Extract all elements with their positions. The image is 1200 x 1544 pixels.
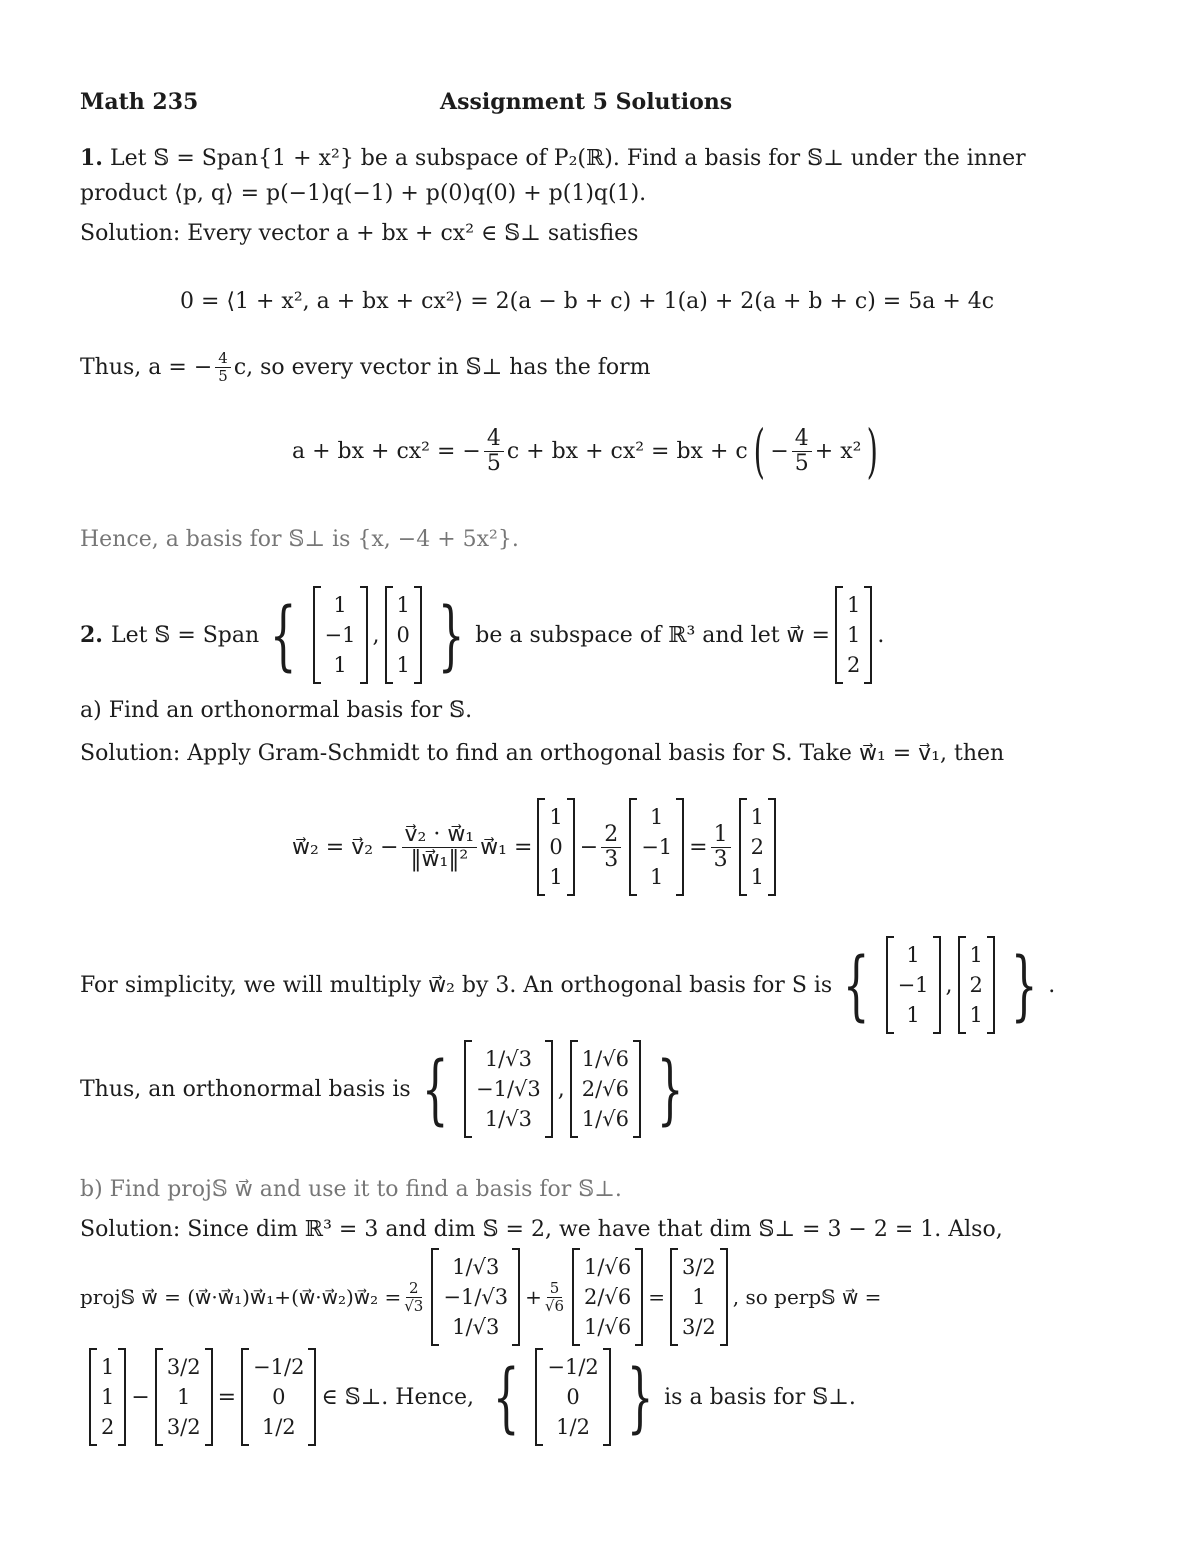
page-title: Assignment 5 Solutions: [440, 89, 733, 115]
matrix-entry: 1: [750, 805, 764, 829]
eq2-part-d: + x²: [814, 438, 862, 464]
q2-solution-a: Solution: Apply Gram-Schmidt to find an orthogonal basis for S. Take w⃗₁ = v⃗₁, then: [80, 741, 1005, 766]
matrix-entry: 1: [650, 805, 664, 829]
matrix-entry: 1/√6: [584, 1255, 632, 1279]
matrix-entry: 1: [549, 865, 563, 889]
matrix-entry: 1: [650, 865, 664, 889]
right-brace: }: [656, 1044, 684, 1133]
q1-number: 1.: [80, 145, 103, 171]
right-brace: }: [626, 1352, 654, 1441]
matrix-entry: 1/√6: [581, 1047, 629, 1071]
fraction-numerator: 4: [792, 427, 812, 452]
gs-matrix-3: [739, 800, 776, 894]
matrix-entry: 2: [969, 973, 983, 997]
matrix-entry: 1/√3: [484, 1047, 532, 1071]
matrix-entry: 2: [750, 835, 764, 859]
eq2-fraction: [484, 427, 504, 476]
matrix-entry: 3/2: [681, 1315, 716, 1339]
proj-vector-2: [572, 1250, 643, 1344]
gs-coef-3: [711, 823, 731, 872]
gs-matrix-2: [629, 800, 684, 894]
fraction-numerator: 1: [711, 823, 731, 848]
fraction-denominator: 3: [604, 846, 619, 872]
matrix-entry: 1/√3: [484, 1107, 532, 1131]
orthogonal-basis-line: For simplicity, we will multiply w⃗₂ by 3. An orthogonal basis for S is { 1 −1 1 , 1 2 1 } .: [80, 938, 1055, 1032]
perp-vector-w: [89, 1350, 126, 1444]
matrix-entry: 1: [177, 1385, 191, 1409]
eq2-part-b: c + bx + cx² = bx + c: [506, 438, 748, 464]
fraction-denominator: 5: [486, 450, 501, 476]
projection-line: [80, 1250, 881, 1344]
fraction-denominator: 3: [713, 846, 728, 872]
matrix-entry: 1: [969, 943, 983, 967]
matrix-entry: 3/2: [166, 1355, 201, 1379]
matrix-entry: −1: [641, 835, 673, 859]
perp-vector-proj: [155, 1350, 213, 1444]
fraction-numerator: 5: [547, 1280, 563, 1298]
on-vector-2: [570, 1042, 641, 1136]
vector-v1: [313, 588, 368, 682]
q1-hence-basis: Hence, a basis for 𝕊⊥ is {x, −4 + 5x²}.: [80, 527, 519, 552]
orthonormal-basis-line: Thus, an orthonormal basis is { 1/√3 −1/√3 1/√3 , 1/√6 2/√6 1/√6 }: [80, 1042, 694, 1136]
q1-thus-fraction: [215, 350, 231, 385]
perp-end-text: is a basis for 𝕊⊥.: [664, 1384, 856, 1410]
matrix-entry: 3/2: [166, 1415, 201, 1439]
proj-coef-2: [545, 1280, 564, 1315]
course-label: Math 235: [80, 89, 199, 115]
matrix-entry: 1: [906, 1003, 920, 1027]
gs-matrix-1: [537, 800, 574, 894]
orth-vector-1: [886, 938, 941, 1032]
fraction-numerator: v⃗₂ · w⃗₁: [402, 823, 478, 848]
matrix-entry: −1/√3: [476, 1077, 541, 1101]
matrix-entry: 1/2: [556, 1415, 590, 1439]
matrix-entry: −1: [324, 623, 356, 647]
matrix-entry: 3/2: [681, 1255, 716, 1279]
gs-coef-2: [601, 823, 621, 872]
q1-thus-line: [80, 350, 651, 385]
matrix-entry: 0: [396, 623, 410, 647]
proj-result: [670, 1250, 728, 1344]
matrix-entry: 1/√3: [452, 1255, 500, 1279]
proj-lhs: proj𝕊 w⃗ = (w⃗·w⃗₁)w⃗₁+(w⃗·w⃗₂)w⃗₂ =: [80, 1285, 402, 1309]
right-brace: }: [437, 590, 465, 679]
matrix-entry: 1: [846, 593, 861, 617]
perp-vector-result: [241, 1350, 316, 1444]
proj-coef-1: [404, 1280, 423, 1315]
perp-basis-vector: [535, 1350, 610, 1444]
gs-w1: w⃗₁ =: [480, 834, 533, 860]
q1-prompt-line1: [80, 144, 1026, 173]
fraction-numerator: 4: [215, 350, 231, 368]
matrix-entry: 1: [969, 1003, 983, 1027]
matrix-entry: 2: [101, 1415, 115, 1439]
fraction-numerator: 2: [406, 1280, 422, 1298]
plus-sign: +: [525, 1285, 542, 1309]
q2-solution-b: Solution: Since dim ℝ³ = 3 and dim 𝕊 = 2, we have that dim 𝕊⊥ = 3 − 2 = 1. Also,: [80, 1217, 1003, 1242]
vector-w: [835, 588, 872, 682]
q1-prompt-text: Let 𝕊 = Span{1 + x²} be a subspace of P₂(ℝ). Find a basis for 𝕊⊥ under the inner: [109, 146, 1026, 171]
eq2-part-c: −: [770, 438, 789, 464]
left-brace: {: [843, 940, 870, 1029]
q2-statement: 2. Let 𝕊 = Span { 1 −1 1 , 1 0 1 } be a subspace of ℝ³ and let w⃗ = 1 1 2 .: [80, 588, 884, 682]
equals-sign: =: [648, 1285, 665, 1309]
fraction-denominator: √6: [544, 1296, 565, 1315]
matrix-entry: −1/2: [253, 1355, 305, 1379]
matrix-entry: 1: [692, 1285, 706, 1309]
perp-line: [84, 1350, 856, 1444]
proj-tail: , so perp𝕊 w⃗ =: [732, 1285, 882, 1309]
matrix-entry: −1: [897, 973, 929, 997]
q1-prompt-line2: product ⟨p, q⟩ = p(−1)q(−1) + p(0)q(0) + p(1)q(1).: [80, 181, 647, 206]
left-brace: {: [492, 1352, 520, 1441]
fraction-denominator: ‖w⃗₁‖²: [410, 846, 469, 872]
q1-general-form-equation: [292, 417, 884, 485]
matrix-entry: 1/2: [261, 1415, 296, 1439]
matrix-entry: 1/√6: [581, 1107, 629, 1131]
matrix-entry: 1: [396, 653, 410, 677]
matrix-entry: −1/√3: [443, 1285, 509, 1309]
left-paren: (: [753, 417, 765, 485]
q1-thus-suffix: c, so every vector in 𝕊⊥ has the form: [233, 355, 651, 380]
matrix-entry: 0: [272, 1385, 286, 1409]
matrix-entry: 1: [101, 1355, 115, 1379]
on-vector-1: [464, 1042, 553, 1136]
fraction-denominator: 5: [218, 367, 228, 385]
matrix-entry: 1: [333, 593, 347, 617]
gs-fraction: [402, 823, 478, 872]
left-brace: {: [270, 590, 297, 679]
matrix-entry: 1: [396, 593, 410, 617]
right-paren: ): [867, 417, 879, 485]
fraction-denominator: 5: [794, 450, 809, 476]
matrix-entry: 0: [549, 835, 563, 859]
matrix-entry: 2/√6: [581, 1077, 629, 1101]
eq2-fraction-2: [792, 427, 812, 476]
q2-mid-text: be a subspace of ℝ³ and let w⃗ =: [475, 622, 830, 648]
matrix-entry: 2/√6: [584, 1285, 632, 1309]
fraction-numerator: 2: [601, 823, 621, 848]
vector-v2: [385, 588, 422, 682]
matrix-entry: 1: [549, 805, 563, 829]
orthonormal-basis-text: Thus, an orthonormal basis is: [80, 1076, 411, 1102]
left-brace: {: [421, 1044, 449, 1133]
q2-let-span: Let 𝕊 = Span: [110, 622, 260, 648]
matrix-entry: 1: [750, 865, 764, 889]
matrix-entry: 0: [566, 1385, 580, 1409]
fraction-numerator: 4: [484, 427, 504, 452]
q2-number: 2.: [80, 622, 103, 648]
matrix-entry: 1/√6: [584, 1315, 632, 1339]
q1-thus-prefix: Thus, a = −: [80, 355, 213, 380]
matrix-entry: 1: [906, 943, 920, 967]
orthogonal-basis-text: For simplicity, we will multiply w⃗₂ by 3. An orthogonal basis for S is: [80, 972, 833, 998]
q1-solution-intro: Solution: Every vector a + bx + cx² ∈ 𝕊⊥ satisfies: [80, 221, 639, 246]
matrix-entry: 1: [333, 653, 347, 677]
gram-schmidt-equation: w⃗₂ = v⃗₂ − $\frac{\text{v⃗₂ · w⃗₁}}{\text{‖w⃗₁‖²}}$ w⃗₁ = 1 0 1 − $\frac{2}{3}$ 1 −1 1 = $\frac{1}{3}$ 1 2 1: [292, 800, 781, 894]
matrix-entry: −1/2: [547, 1355, 599, 1379]
q1-equation-inner-product: 0 = ⟨1 + x², a + bx + cx²⟩ = 2(a − b + c) + 1(a) + 2(a + b + c) = 5a + 4c: [180, 289, 995, 314]
minus-sign: −: [131, 1384, 150, 1410]
orth-vector-2: [958, 938, 995, 1032]
gs-lhs: w⃗₂ = v⃗₂ −: [292, 834, 399, 860]
proj-vector-1: [431, 1250, 520, 1344]
q2-part-b: b) Find proj𝕊 w⃗ and use it to find a basis for 𝕊⊥.: [80, 1177, 622, 1202]
matrix-entry: 1: [846, 623, 861, 647]
matrix-entry: 1: [101, 1385, 115, 1409]
eq2-part-a: a + bx + cx² = −: [292, 438, 481, 464]
right-brace: }: [1010, 940, 1038, 1029]
matrix-entry: 2: [846, 653, 861, 677]
fraction-denominator: √3: [404, 1296, 424, 1315]
perp-in-text: ∈ 𝕊⊥. Hence,: [321, 1384, 475, 1410]
q2-part-a: a) Find an orthonormal basis for 𝕊.: [80, 698, 473, 723]
equals-sign: =: [217, 1384, 237, 1410]
matrix-entry: 1/√3: [452, 1315, 500, 1339]
